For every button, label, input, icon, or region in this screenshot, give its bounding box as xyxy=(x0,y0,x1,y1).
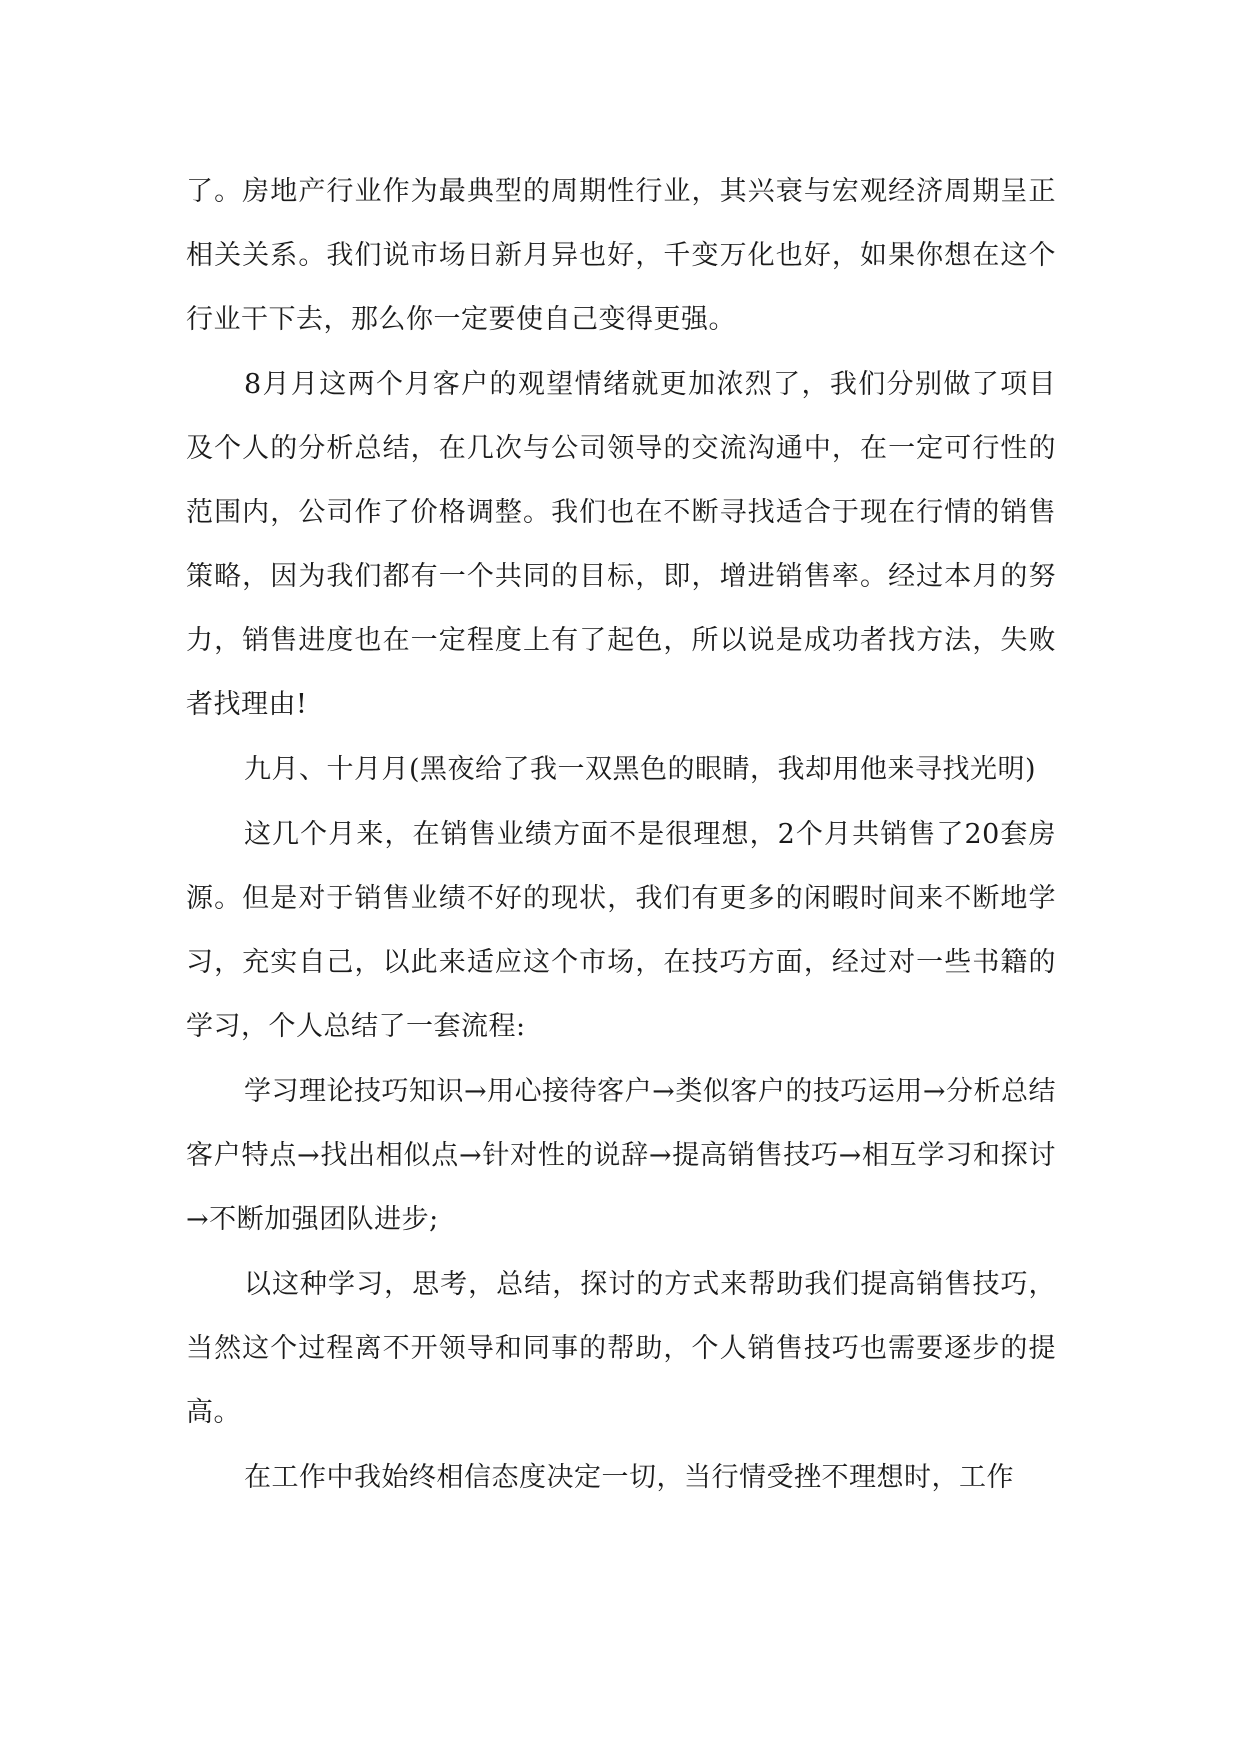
paragraph-6: 以这种学习，思考，总结，探讨的方式来帮助我们提高销售技巧，当然这个过程离不开领导和同事的帮助，个人销售技巧也需要逐步的提高。 xyxy=(186,1269,1056,1428)
paragraph-7: 在工作中我始终相信态度决定一切，当行情受挫不理想时，工作 xyxy=(244,1462,1014,1493)
paragraph-2: 8月月这两个月客户的观望情绪就更加浓烈了，我们分别做了项目及个人的分析总结，在几次与公司领导的交流沟通中，在一定可行性的范围内，公司作了价格调整。我们也在不断寻找适合于现在行情的销售策略，因为我们都有一个共同的目标，即，增进销售率。经过本月的努力，销售进度也在一定程度上有了起色，所以说是成功者找方法，失败者找理由! xyxy=(186,369,1056,720)
paragraph-1: 了。房地产行业作为最典型的周期性行业，其兴衰与宏观经济周期呈正相关关系。我们说市场日新月异也好，千变万化也好，如果你想在这个行业干下去，那么你一定要使自己变得更强。 xyxy=(186,176,1056,335)
paragraph-3: 九月、十月月(黑夜给了我一双黑色的眼睛，我却用他来寻找光明) xyxy=(244,754,1037,785)
document-body xyxy=(186,160,1056,1510)
paragraph-5: 学习理论技巧知识→用心接待客户→类似客户的技巧运用→分析总结客户特点→找出相似点→针对性的说辞→提高销售技巧→相互学习和探讨→不断加强团队进步; xyxy=(186,1076,1056,1235)
paragraph-4: 这几个月来，在销售业绩方面不是很理想，2个月共销售了20套房源。但是对于销售业绩不好的现状，我们有更多的闲暇时间来不断地学习，充实自己，以此来适应这个市场，在技巧方面，经过对一些书籍的学习，个人总结了一套流程: xyxy=(186,819,1056,1042)
